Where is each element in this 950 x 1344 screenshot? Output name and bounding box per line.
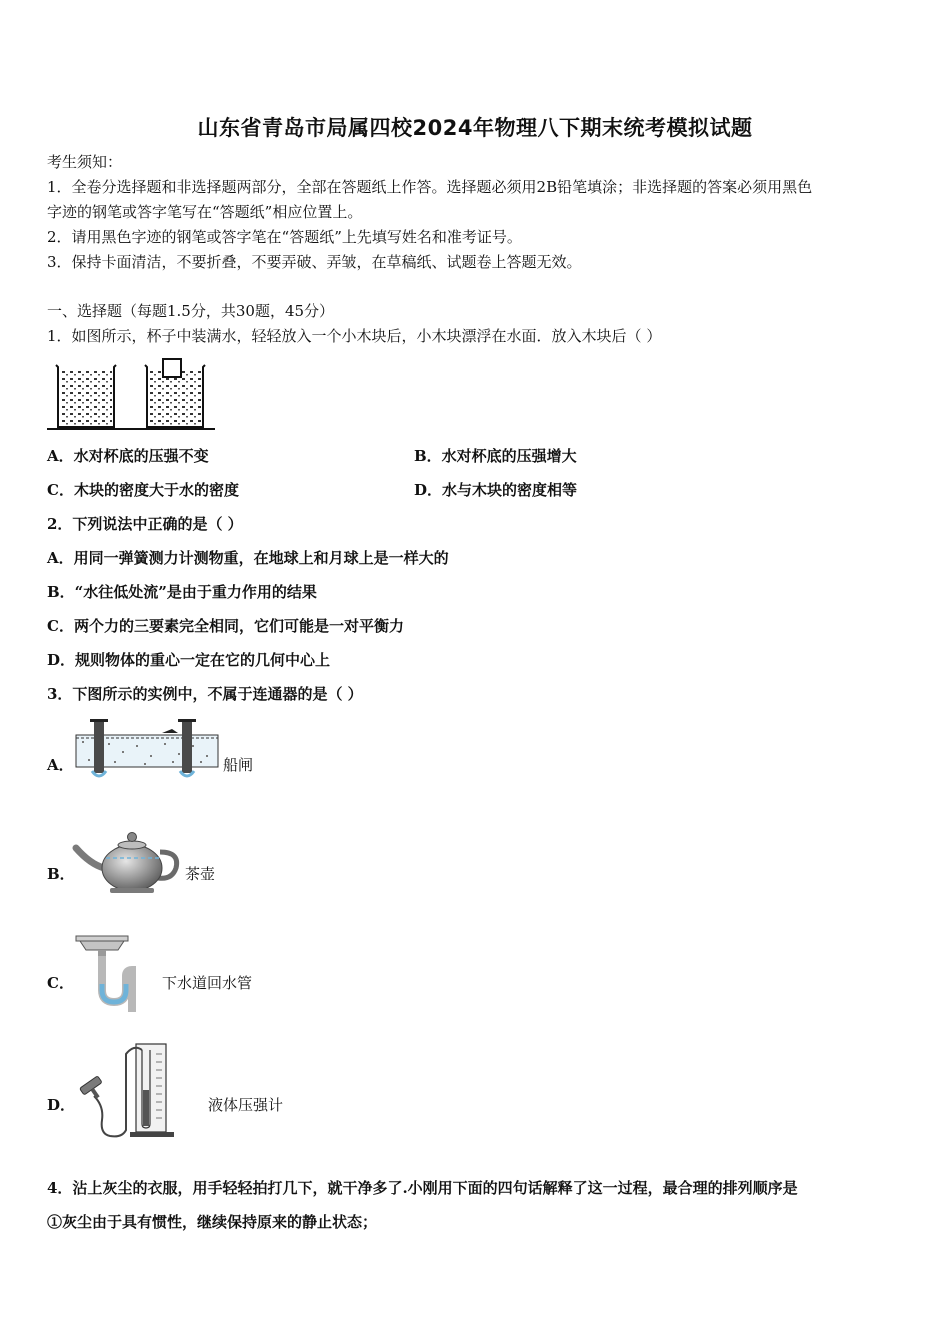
q3-option-a-caption: 船闸 (223, 756, 254, 774)
q3-option-c-caption: 下水道回水管 (162, 974, 253, 992)
section-heading: 一、选择题（每题1.5分，共30题，45分） (47, 302, 335, 320)
pressure-gauge-figure (74, 1040, 179, 1142)
beaker-with-block (145, 359, 205, 427)
notice-item-1-line-1: 1．全卷分选择题和非选择题两部分，全部在答题纸上作答。选择题必须用2B铅笔填涂；非选择题的答案必须用黑色 (47, 178, 813, 196)
ship-lock-figure (74, 715, 224, 785)
q3-option-c-label[interactable]: C． (47, 974, 74, 992)
drain-trap-figure (72, 932, 142, 1014)
beaker-without-block (56, 365, 116, 427)
q1-option-a[interactable]: A．水对杯底的压强不变 (47, 447, 209, 465)
q3-option-d-label[interactable]: D． (47, 1096, 76, 1114)
wood-block (163, 359, 181, 377)
q3-option-a-label[interactable]: A． (47, 756, 74, 774)
q1-option-b[interactable]: B．水对杯底的压强增大 (414, 447, 577, 465)
q2-option-a[interactable]: A．用同一弹簧测力计测物重，在地球上和月球上是一样大的 (47, 549, 449, 567)
teapot-figure (72, 824, 187, 896)
q2-stem: 2．下列说法中正确的是（ ） (47, 515, 243, 533)
notice-item-3: 3．保持卡面清洁，不要折叠，不要弄破、弄皱，在草稿纸、试题卷上答题无效。 (47, 253, 582, 271)
q3-option-b-caption: 茶壶 (185, 865, 216, 883)
q4-stem: 4．沾上灰尘的衣服，用手轻轻拍打几下，就干净多了.小刚用下面的四句话解释了这一过程，最合理的排列顺序是 (47, 1179, 798, 1197)
page-title: 山东省青岛市局属四校2024年物理八下期末统考模拟试题 (197, 116, 753, 140)
q2-option-c[interactable]: C．两个力的三要素完全相同，它们可能是一对平衡力 (47, 617, 404, 635)
notice-item-2: 2．请用黑色字迹的钢笔或答字笔在“答题纸”上先填写姓名和准考证号。 (47, 228, 522, 246)
notice-heading: 考生须知： (47, 153, 123, 171)
q1-option-c[interactable]: C．木块的密度大于水的密度 (47, 481, 239, 499)
q1-beakers-figure (45, 355, 220, 433)
q1-option-d[interactable]: D．水与木块的密度相等 (414, 481, 578, 499)
q3-option-b-label[interactable]: B． (47, 865, 75, 883)
q4-line-1: ①灰尘由于具有惯性，继续保持原来的静止状态； (47, 1213, 378, 1231)
q1-stem: 1．如图所示，杯子中装满水，轻轻放入一个小木块后，小木块漂浮在水面．放入木块后（ ） (47, 327, 662, 345)
lock-gate-left (94, 721, 104, 773)
notice-item-1-line-2: 字迹的钢笔或答字笔写在“答题纸”相应位置上。 (47, 203, 363, 221)
q3-option-d-caption: 液体压强计 (208, 1096, 284, 1114)
lock-gate-right (182, 721, 192, 773)
q2-option-d[interactable]: D．规则物体的重心一定在它的几何中心上 (47, 651, 331, 669)
q2-option-b[interactable]: B．“水往低处流”是由于重力作用的结果 (47, 583, 317, 601)
q3-stem: 3．下图所示的实例中，不属于连通器的是（ ） (47, 685, 363, 703)
